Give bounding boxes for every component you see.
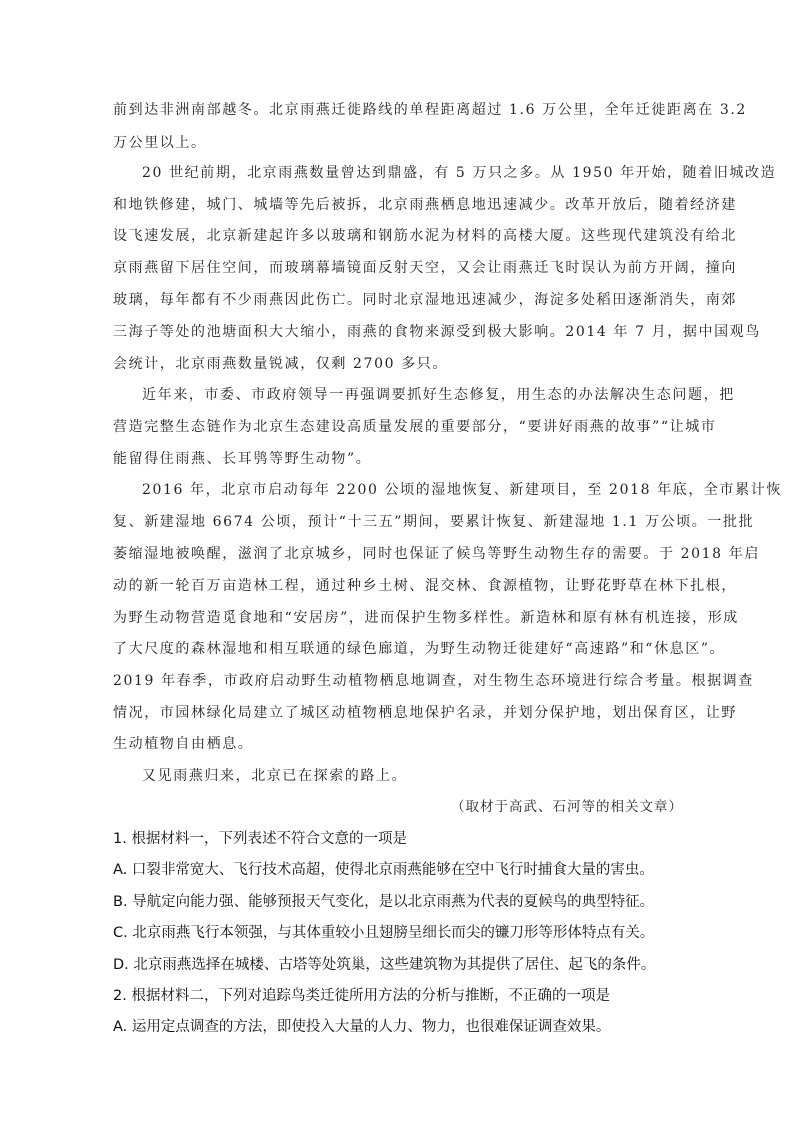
passage-line: 玻璃，每年都有不少雨燕因此伤亡。同时北京湿地迅速减少，海淀多处稻田逐渐消失，南郊 <box>113 292 737 308</box>
answer-option-b[interactable]: B. 导航定向能力强、能够预报天气变化，是以北京雨燕为代表的夏候鸟的典型特征。 <box>113 894 655 910</box>
passage-line: 近年来，市委、市政府领导一再强调要抓好生态修复，用生态的办法解决生态问题，把 <box>142 387 735 403</box>
source-citation: （取材于高武、石河等的相关文章） <box>451 799 683 815</box>
passage-line: 和地铁修建，城门、城墙等先后被拆，北京雨燕栖息地迅速减少。改革开放后，随着经济建 <box>113 197 737 213</box>
passage-line: 为野生动物营造觅食地和“安居房”，进而保护生物多样性。新造林和原有林有机连接，形成 <box>113 610 739 626</box>
passage-line: 20 世纪前期，北京雨燕数量曾达到鼎盛，有 5 万只之多。从 1950 年开始，随着旧城改造 <box>142 165 777 181</box>
question-stem: 1. 根据材料一，下列表述不符合文意的一项是 <box>113 831 407 847</box>
answer-option-d[interactable]: D. 北京雨燕选择在城楼、古塔等处筑巢，这些建筑物为其提供了居住、起飞的条件。 <box>113 957 656 973</box>
passage-line: 生动植物自由栖息。 <box>113 736 254 752</box>
passage-line: 又见雨燕归来，北京已在探索的路上。 <box>142 768 408 784</box>
passage-line: 设飞速发展，北京新建起许多以玻璃和钢筋水泥为材料的高楼大厦。这些现代建筑没有给北 <box>113 228 737 244</box>
passage-line: 2016 年，北京市启动每年 2200 公顷的湿地恢复、新建项目，至 2018 年底，全市累计恢 <box>142 482 782 498</box>
passage-line: 情况，市园林绿化局建立了城区动植物栖息地保护名录，并划分保护地，划出保育区，让野 <box>113 705 737 721</box>
passage-line: 复、新建湿地 6674 公顷，预计“十三五”期间，要累计恢复、新建湿地 1.1 万公顷。一批批 <box>113 514 755 530</box>
passage-line: 动的新一轮百万亩造林工程，通过种乡土树、混交林、食源植物，让野花野草在林下扎根， <box>113 578 737 594</box>
question-stem: 2. 根据材料二，下列对追踪鸟类迁徙所用方法的分析与推断，不正确的一项是 <box>113 988 610 1004</box>
passage-line: 萎缩湿地被唤醒，滋润了北京城乡，同时也保证了候鸟等野生动物生存的需要。于 2018 年启 <box>113 546 760 562</box>
answer-option-c[interactable]: C. 北京雨燕飞行本领强，与其体重较小且翅膀呈细长而尖的镰刀形等形体特点有关。 <box>113 925 655 941</box>
passage-line: 能留得住雨燕、长耳鸮等野生动物”。 <box>113 451 372 467</box>
passage-line: 前到达非洲南部越冬。北京雨燕迁徙路线的单程距离超过 1.6 万公里，全年迁徙距离在 3.2 <box>113 102 747 118</box>
answer-option-a[interactable]: A. 口裂非常宽大、飞行技术高超，使得北京雨燕能够在空中飞行时捕食大量的害虫。 <box>113 862 654 878</box>
answer-option-a[interactable]: A. 运用定点调查的方法，即使投入大量的人力、物力，也很难保证调查效果。 <box>113 1019 611 1035</box>
passage-line: 营造完整生态链作为北京生态建设高质量发展的重要部分，“要讲好雨燕的故事”“让城市 <box>113 419 717 435</box>
passage-line: 2019 年春季，市政府启动野生动植物栖息地调查，对生物生态环境进行综合考量。根据调查 <box>113 673 754 689</box>
passage-line: 万公里以上。 <box>113 135 207 151</box>
passage-line: 三海子等处的池塘面积大大缩小，雨燕的食物来源受到极大影响。2014 年 7 月，据中国观鸟 <box>113 324 761 340</box>
passage-line: 会统计，北京雨燕数量锐减，仅剩 2700 多只。 <box>113 356 448 372</box>
passage-line: 了大尺度的森林湿地和相互联通的绿色廊道，为野生动物迁徙建好“高速路”和“休息区”。 <box>113 641 726 657</box>
passage-line: 京雨燕留下居住空间，而玻璃幕墙镜面反射天空，又会让雨燕迁飞时误认为前方开阔，撞向 <box>113 260 737 276</box>
